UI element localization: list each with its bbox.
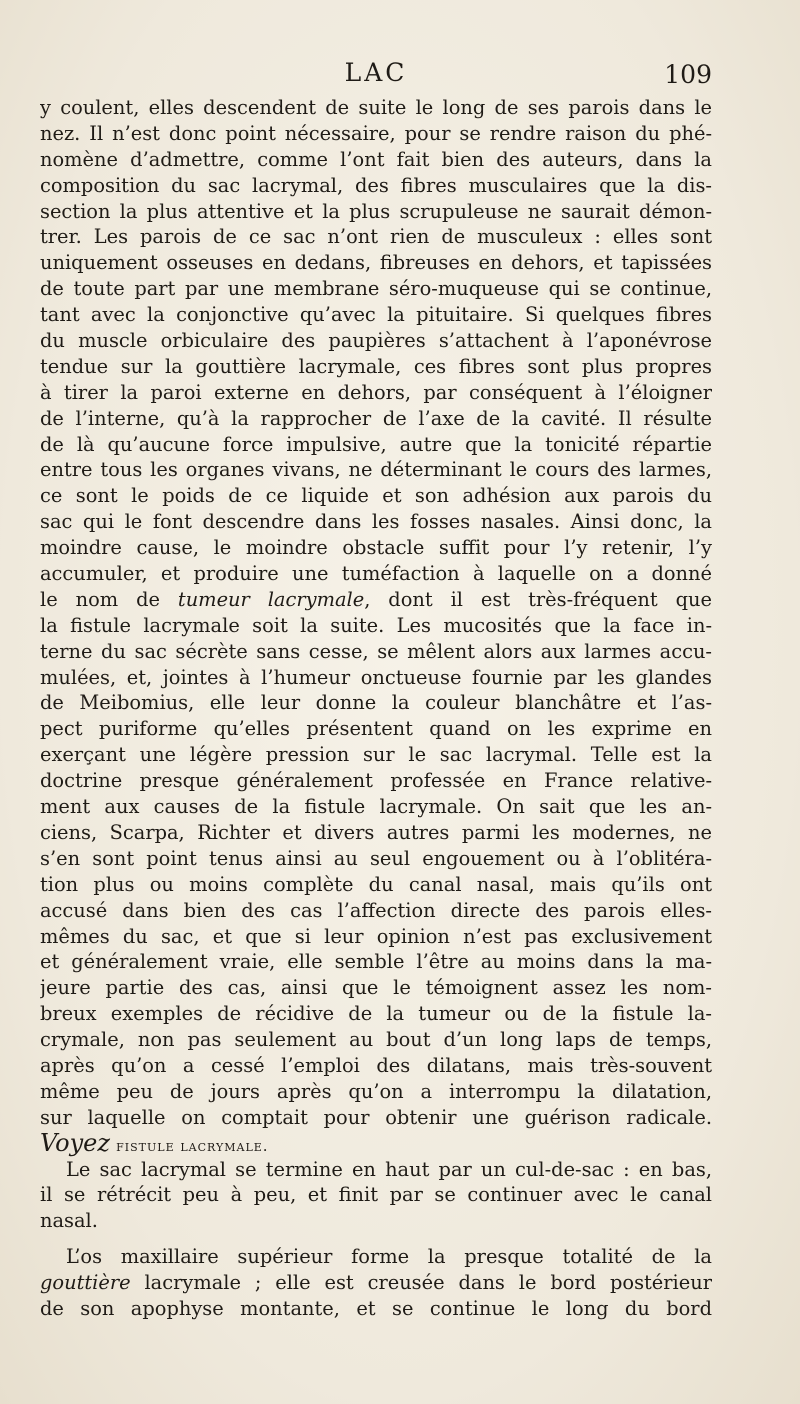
- text-line: ment aux causes de la fistule lacrymale. On sait que les an-: [40, 795, 712, 819]
- text-line: même peu de jours après qu’on a interrompu la dilatation,: [40, 1079, 712, 1103]
- text-line: le nom de tumeur lacrymale, dont il est très-fréquent que: [40, 587, 712, 611]
- text-line: pect puriforme qu’elles présentent quand on les exprime en: [40, 717, 712, 741]
- text-line: ce sont le poids de ce liquide et son adhésion aux parois du: [40, 484, 712, 508]
- text-line: la fistule lacrymale soit la suite. Les mucosités que la face in-: [40, 613, 712, 637]
- text-line: accusé dans bien des cas l’affection directe des parois elles-: [40, 898, 712, 922]
- text-line: gouttière lacrymale ; elle est creusée dans le bord postérieur: [40, 1271, 712, 1295]
- cross-reference: [40, 1131, 712, 1157]
- text-line: tion plus ou moins complète du canal nasal, mais qu’ils ont: [40, 872, 712, 896]
- text-line: trer. Les parois de ce sac n’ont rien de musculeux : elles sont: [40, 225, 712, 249]
- text-line: de son apophyse montante, et se continue le long du bord: [40, 1296, 712, 1320]
- page-title: LAC: [344, 58, 408, 87]
- text-line: doctrine presque généralement professée en France relative-: [40, 769, 712, 793]
- paragraph-2: [40, 1157, 712, 1235]
- body-text: [40, 95, 712, 1322]
- text-line: de Meibomius, elle leur donne la couleur blanchâtre et l’as-: [40, 691, 712, 715]
- voyez-word: Voyez: [40, 1130, 110, 1157]
- text-line: entre tous les organes vivans, ne déterminant le cours des larmes,: [40, 458, 712, 482]
- paragraph-1: [40, 95, 712, 587]
- text-line: y coulent, elles descendent de suite le long de ses parois dans le: [40, 96, 712, 119]
- italic-term: tumeur lacrymale: [177, 587, 365, 611]
- text-line: à tirer la paroi externe en dehors, par conséquent à l’éloigner: [40, 380, 712, 404]
- text-line: de toute part par une membrane séro-muqueuse qui se continue,: [40, 277, 712, 301]
- text-line: nez. Il n’est donc point nécessaire, pour se rendre raison du phé-: [40, 121, 712, 145]
- text-line: exerçant une légère pression sur le sac lacrymal. Telle est la: [40, 743, 712, 767]
- text-line: Le sac lacrymal se termine en haut par un cul-de-sac : en bas,: [66, 1157, 712, 1181]
- text-line: section la plus attentive et la plus scrupuleuse ne saurait démon-: [40, 199, 712, 223]
- text-line: accumuler, et produire une tuméfaction à laquelle on a donné: [40, 562, 712, 586]
- text-line: mêmes du sac, et que si leur opinion n’est pas exclusivement: [40, 924, 712, 948]
- text-line: nasal.: [40, 1209, 98, 1233]
- text-line: breux exemples de récidive de la tumeur ou de la fistule la-: [40, 1002, 712, 1026]
- text-line: de là qu’aucune force impulsive, autre que la tonicité répartie: [40, 432, 712, 456]
- text-line: tendue sur la gouttière lacrymale, ces fibres sont plus propres: [40, 354, 712, 378]
- text-line: sur laquelle on comptait pour obtenir une guérison radicale.: [40, 1105, 712, 1129]
- text-line: après qu’on a cessé l’emploi des dilatans, mais très-souvent: [40, 1053, 712, 1077]
- text-line: composition du sac lacrymal, des fibres musculaires que la dis-: [40, 173, 712, 197]
- page-number: 109: [664, 60, 712, 89]
- text-line: et généralement vraie, elle semble l’être au moins dans la ma-: [40, 950, 712, 974]
- text-line: il se rétrécit peu à peu, et finit par se continuer avec le canal: [40, 1183, 712, 1207]
- text-line: nomène d’admettre, comme l’ont fait bien des auteurs, dans la: [40, 147, 712, 171]
- text-line: mulées, et, jointes à l’humeur onctueuse fournie par les glandes: [40, 665, 712, 689]
- text-line: de l’interne, qu’à la rapprocher de l’axe de la cavité. Il résulte: [40, 406, 712, 430]
- text-line: crymale, non pas seulement au bout d’un long laps de temps,: [40, 1028, 712, 1052]
- text-line: uniquement osseuses en dedans, fibreuses en dehors, et tapissées: [40, 251, 712, 275]
- text-line: sac qui le font descendre dans les fosses nasales. Ainsi donc, la: [40, 510, 712, 534]
- text-line: tant avec la conjonctive qu’avec la pituitaire. Si quelques fibres: [40, 303, 712, 327]
- text-line: moindre cause, le moindre obstacle suffit pour l’y retenir, l’y: [40, 536, 712, 560]
- text-line: jeure partie des cas, ainsi que le témoignent assez les nom-: [40, 976, 712, 1000]
- running-head: [40, 58, 712, 92]
- paragraph-1-continued: [40, 613, 712, 1131]
- cross-reference-target: fistule lacrymale.: [116, 1136, 269, 1155]
- italic-term: gouttière: [40, 1271, 131, 1295]
- text-line: terne du sac sécrète sans cesse, se mêlent alors aux larmes accu-: [40, 639, 712, 663]
- text-line: du muscle orbiculaire des paupières s’attachent à l’aponévrose: [40, 329, 712, 353]
- text-line: ciens, Scarpa, Richter et divers autres parmi les modernes, ne: [40, 820, 712, 844]
- text-line: s’en sont point tenus ainsi au seul engouement ou à l’oblitéra-: [40, 846, 712, 870]
- text-line: L’os maxillaire supérieur forme la presque totalité de la: [66, 1245, 712, 1269]
